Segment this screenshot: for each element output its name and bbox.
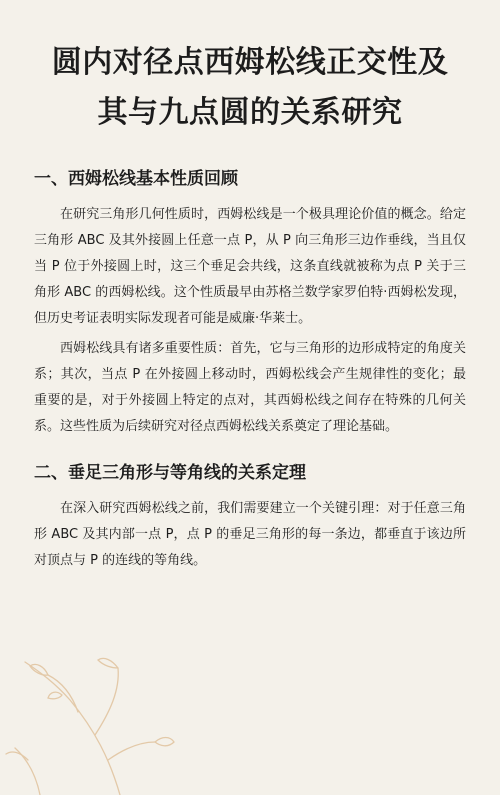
section-1 bbox=[34, 168, 466, 440]
paragraph: 在深入研究西姆松线之前，我们需要建立一个关键引理：对于任意三角形 ABC 及其内部一点 P，点 P 的垂足三角形的每一条边，都垂直于该边所对顶点与 P 的连线的等角线。 bbox=[34, 501, 466, 568]
section-2 bbox=[34, 462, 466, 574]
paragraph: 西姆松线具有诸多重要性质：首先，它与三角形的边形成特定的角度关系；其次，当点 P 在外接圆上移动时，西姆松线会产生规律性的变化；最重要的是，对于外接圆上特定的点对，其西姆松线之间存在特殊的几何关系。这些性质为后续研究对径点西姆松线关系奠定了理论基础。 bbox=[34, 341, 466, 434]
paragraph: 在研究三角形几何性质时，西姆松线是一个极具理论价值的概念。给定三角形 ABC 及其外接圆上任意一点 P，从 P 向三角形三边作垂线，当且仅当 P 位于外接圆上时，这三个垂足会共线，这条直线就被称为点 P 关于三角形 ABC 的西姆松线。这个性质最早由苏格兰数学家罗伯特·西姆松发现，但历史考证表明实际发现者可能是威廉·华莱士。 bbox=[34, 207, 466, 326]
title-line-1: 圆内对径点西姆松线正交性及 bbox=[51, 45, 449, 80]
section-heading: 一、西姆松线基本性质回顾 bbox=[34, 169, 238, 189]
title-line-2: 其与九点圆的关系研究 bbox=[97, 95, 403, 130]
page-title bbox=[34, 38, 466, 138]
section-heading: 二、垂足三角形与等角线的关系定理 bbox=[34, 463, 306, 483]
